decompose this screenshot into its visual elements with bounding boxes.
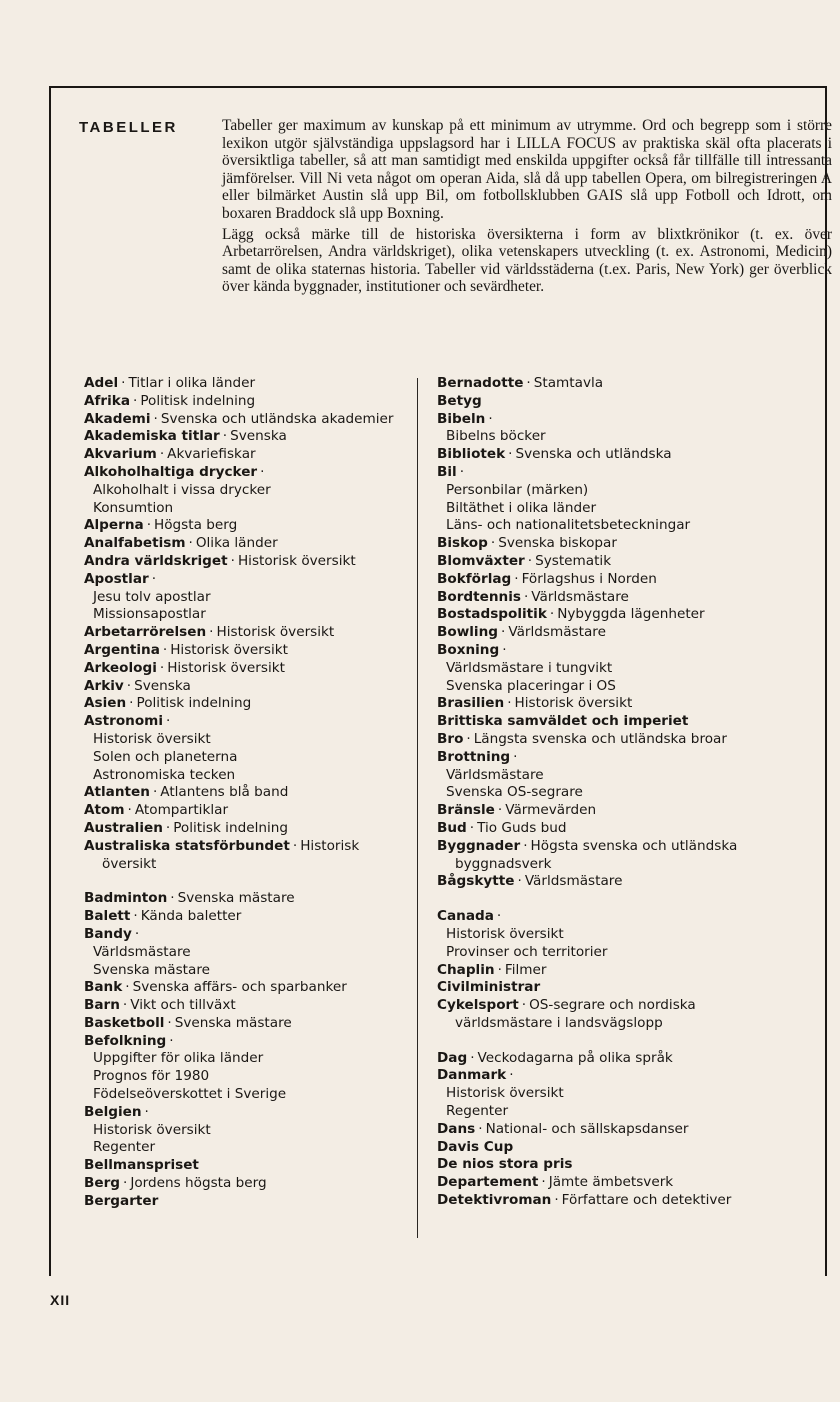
separator-dot: · (459, 463, 465, 480)
separator-dot: · (488, 410, 493, 427)
index-entry (84, 1033, 404, 1051)
separator-dot: · (144, 1103, 149, 1120)
separator-dot: · (513, 748, 518, 765)
index-description: Svenska (134, 677, 191, 694)
index-description: Svenska mästare (174, 1014, 292, 1031)
index-term: Boxning (437, 641, 500, 658)
separator-dot: · (122, 997, 128, 1014)
index-entry (437, 464, 757, 482)
index-description: Svenska biskopar (498, 535, 617, 552)
index-entry (84, 997, 404, 1015)
separator-dot: · (209, 624, 214, 641)
separator-dot: · (188, 535, 193, 552)
index-entry (84, 1104, 404, 1122)
separator-dot: · (497, 961, 502, 978)
index-term: Badminton (84, 890, 168, 907)
index-entry (437, 1192, 757, 1210)
index-entry (437, 411, 757, 429)
separator-dot: · (133, 392, 138, 409)
separator-dot: · (502, 641, 507, 658)
separator-dot: · (129, 695, 134, 712)
index-entry (437, 997, 757, 1033)
index-term: Blomväxter (437, 552, 525, 569)
index-entry (84, 375, 404, 393)
index-subentry: Personbilar (märken) (446, 481, 589, 498)
section-heading: TABELLER (79, 119, 178, 136)
separator-dot: · (521, 997, 527, 1014)
index-entry (84, 926, 404, 944)
index-entry (84, 1015, 404, 1033)
index-entry (437, 393, 757, 411)
index-subentry: Världsmästare i tungvikt (446, 659, 613, 676)
separator-dot: · (470, 1049, 475, 1066)
index-subentry: Missionsapostlar (93, 606, 206, 623)
index-description: Svenska (230, 428, 287, 445)
index-description: Svenska och utländska akademier (160, 410, 394, 427)
index-subentry: Uppgifter för olika länder (93, 1050, 264, 1067)
separator-dot: · (151, 570, 157, 587)
index-description: Politisk indelning (173, 819, 288, 836)
index-entry (437, 1156, 757, 1174)
index-entry (437, 446, 757, 464)
index-term: Bro (437, 730, 464, 747)
index-description: Atompartiklar (134, 802, 229, 819)
index-subentry: Historisk översikt (93, 1121, 211, 1138)
index-description: Historisk översikt (102, 837, 360, 872)
index-description: Tio Guds bud (477, 819, 567, 836)
group-gap (437, 1033, 757, 1050)
index-entry (84, 802, 404, 820)
index-entry (84, 624, 404, 642)
index-term: Brottning (437, 748, 511, 765)
index-description: National- och sällskapsdanser (485, 1120, 689, 1137)
index-subentry: Svenska placeringar i OS (446, 677, 616, 694)
index-term: Befolkning (84, 1032, 167, 1049)
index-term: Bordtennis (437, 588, 521, 605)
index-description: Kända baletter (140, 908, 242, 925)
index-entry (437, 962, 757, 980)
index-term: Basketboll (84, 1014, 165, 1031)
index-entry (84, 784, 404, 802)
index-term: Davis Cup (437, 1138, 514, 1155)
group-gap (84, 873, 404, 890)
index-term: Civilministrar (437, 979, 541, 996)
separator-dot: · (165, 819, 171, 836)
index-term: Bergarter (84, 1192, 159, 1209)
index-term: Astronomi (84, 713, 163, 730)
index-entry (437, 1050, 757, 1068)
index-description: Författare och detektiver (561, 1192, 732, 1209)
index-entry (84, 1157, 404, 1175)
index-entry (84, 1193, 404, 1211)
index-description: Historisk översikt (237, 552, 356, 569)
separator-dot: · (541, 1174, 546, 1191)
index-entry (84, 553, 404, 571)
index-description: Stamtavla (533, 375, 604, 391)
index-term: Apostlar (84, 570, 149, 587)
index-description: Politisk indelning (136, 695, 252, 712)
index-subentry: Historisk översikt (446, 1085, 564, 1102)
separator-dot: · (490, 535, 496, 552)
index-entry (84, 517, 404, 535)
index-term: Byggnader (437, 837, 521, 854)
index-term: Analfabetism (84, 535, 186, 552)
index-description: Nybyggda lägenheter (557, 606, 705, 623)
separator-dot: · (549, 606, 555, 623)
separator-dot: · (527, 552, 533, 569)
group-gap (437, 891, 757, 908)
index-entry (84, 979, 404, 997)
index-entry (84, 393, 404, 411)
index-term: Brittiska samväldet och imperiet (437, 713, 689, 730)
index-entry (437, 908, 757, 926)
index-term: Brasilien (437, 695, 505, 712)
index-subentry: Konsumtion (93, 499, 174, 516)
index-description: Världsmästare (508, 624, 606, 641)
index-subentry: Historisk översikt (446, 925, 564, 942)
index-term: Akademiska titlar (84, 428, 220, 445)
separator-dot: · (133, 908, 138, 925)
index-description: Veckodagarna på olika språk (477, 1049, 673, 1066)
separator-dot: · (162, 641, 168, 658)
index-term: Atlanten (84, 784, 150, 801)
index-entry (437, 695, 757, 713)
index-description: Världsmästare (524, 873, 623, 890)
index-subentry: Världsmästare (93, 943, 191, 960)
separator-dot: · (554, 1192, 559, 1209)
index-description: OS-segrare och nordiska världsmästare i landsvägslopp (455, 997, 696, 1031)
index-entry (84, 695, 404, 713)
separator-dot: · (526, 375, 531, 391)
separator-dot: · (260, 463, 265, 480)
index-term: Cykelsport (437, 997, 519, 1014)
index-subentry: Regenter (93, 1139, 156, 1156)
index-description: Titlar i olika länder (128, 375, 256, 391)
separator-dot: · (517, 873, 522, 890)
index-subentry: Svenska mästare (93, 961, 210, 978)
index-description: Svenska affärs- och sparbanker (132, 979, 347, 996)
separator-dot: · (126, 677, 132, 694)
index-description: Politisk indelning (140, 392, 256, 409)
index-term: Arkiv (84, 677, 124, 694)
index-term: Bernadotte (437, 375, 524, 391)
index-description: Filmer (504, 961, 547, 978)
index-description: Jämte ämbetsverk (548, 1174, 674, 1191)
index-entry (84, 1175, 404, 1193)
index-term: Danmark (437, 1067, 507, 1084)
index-description: Högsta svenska och utländska byggnadsverk (455, 837, 738, 872)
index-entry (84, 571, 404, 589)
separator-dot: · (166, 713, 171, 730)
separator-dot: · (466, 730, 471, 747)
separator-dot: · (222, 428, 228, 445)
column-divider (417, 378, 418, 1238)
index-term: Bank (84, 979, 123, 996)
index-term: Bränsle (437, 802, 495, 819)
index-subentry: Biltäthet i olika länder (446, 499, 597, 516)
index-term: Detektivroman (437, 1192, 552, 1209)
index-description: Jordens högsta berg (130, 1175, 267, 1192)
index-term: Asien (84, 695, 127, 712)
separator-dot: · (123, 1175, 128, 1192)
separator-dot: · (153, 410, 158, 427)
index-term: Bokförlag (437, 570, 512, 587)
index-term: Bellmanspriset (84, 1157, 199, 1174)
index-description: Olika länder (195, 535, 278, 552)
index-term: Chaplin (437, 961, 495, 978)
index-entry (437, 1139, 757, 1157)
index-entry (437, 838, 757, 874)
index-subentry: Jesu tolv apostlar (93, 588, 211, 605)
index-subentry: Provinser och territorier (446, 943, 608, 960)
index-term: Andra världskriget (84, 552, 228, 569)
index-entry (437, 1174, 757, 1192)
index-term: Alkoholhaltiga drycker (84, 463, 258, 480)
index-entry (437, 713, 757, 731)
index-term: Bud (437, 819, 467, 836)
index-entry (84, 642, 404, 660)
index-entry (437, 589, 757, 607)
index-term: Canada (437, 908, 494, 925)
index-entry (84, 428, 404, 446)
index-term: Arkeologi (84, 659, 157, 676)
separator-dot: · (125, 979, 130, 996)
index-term: Bibliotek (437, 446, 506, 463)
index-entry (437, 606, 757, 624)
index-entry (84, 535, 404, 553)
index-term: Alperna (84, 517, 144, 534)
index-description: Vikt och tillväxt (130, 997, 236, 1014)
index-entry (84, 890, 404, 908)
index-entry (437, 731, 757, 749)
index-description: Svenska mästare (177, 890, 295, 907)
index-subentry: Astronomiska tecken (93, 766, 236, 783)
separator-dot: · (127, 802, 132, 819)
separator-dot: · (169, 1032, 174, 1049)
index-entry (84, 464, 404, 482)
index-subentry: Födelseöverskottet i Sverige (93, 1086, 287, 1103)
index-description: Systematik (535, 552, 612, 569)
index-subentry: Världsmästare (446, 766, 544, 783)
intro-text (222, 117, 832, 296)
separator-dot: · (523, 837, 528, 854)
index-term: Departement (437, 1174, 539, 1191)
index-term: Argentina (84, 641, 160, 658)
index-subentry: Svenska OS-segrare (446, 784, 583, 801)
index-description: Värmevärden (505, 802, 597, 819)
index-description: Världsmästare (531, 588, 629, 605)
index-description: Atlantens blå band (160, 784, 289, 801)
index-term: Akademi (84, 410, 151, 427)
index-entry (437, 873, 757, 891)
index-term: Belgien (84, 1103, 142, 1120)
index-column-left (84, 375, 404, 1211)
separator-dot: · (292, 837, 298, 854)
separator-dot: · (134, 925, 140, 942)
index-description: Akvariefiskar (167, 446, 256, 463)
index-term: De nios stora pris (437, 1156, 573, 1173)
separator-dot: · (509, 1067, 514, 1084)
index-subentry: Alkoholhalt i vissa drycker (93, 481, 271, 498)
index-entry (437, 1067, 757, 1085)
index-description: Längsta svenska och utländska broar (473, 730, 727, 747)
index-term: Dag (437, 1049, 468, 1066)
index-entry (84, 713, 404, 731)
index-term: Biskop (437, 535, 488, 552)
index-subentry: Regenter (446, 1103, 509, 1120)
index-entry (437, 642, 757, 660)
separator-dot: · (508, 446, 513, 463)
index-term: Australiska statsförbundet (84, 837, 290, 854)
separator-dot: · (497, 802, 503, 819)
index-description: Högsta berg (154, 517, 238, 534)
separator-dot: · (146, 517, 152, 534)
index-subentry: Solen och planeterna (93, 748, 238, 765)
index-column-right (437, 375, 757, 1210)
index-entry (437, 553, 757, 571)
index-term: Bandy (84, 925, 132, 942)
index-term: Bil (437, 463, 457, 480)
index-entry (84, 411, 404, 429)
index-entry (437, 624, 757, 642)
index-term: Berg (84, 1175, 121, 1192)
index-term: Australien (84, 819, 163, 836)
index-entry (437, 571, 757, 589)
index-term: Bowling (437, 624, 498, 641)
index-description: Svenska och utländska (515, 446, 672, 463)
index-entry (437, 375, 757, 393)
index-subentry: Historisk översikt (93, 730, 211, 747)
intro-paragraph-2: Lägg också märke till de historiska översikterna i form av blixtkrönikor (t. ex. över Arbetarrörelsen, Andra världskriget), olika vetenskapers utveckling (t. ex. Astronomi, Medicin) samt de olika staternas historia. Tabeller vid världsstäderna (t.ex. Paris, New York) ger överblick över kända byggnader, institutioner och sevärdheter. (222, 225, 832, 296)
index-entry (437, 749, 757, 767)
separator-dot: · (159, 659, 165, 676)
index-description: Historisk översikt (170, 641, 288, 658)
separator-dot: · (514, 570, 519, 587)
index-subentry: Prognos för 1980 (93, 1068, 210, 1085)
index-description: Förlagshus i Norden (521, 570, 657, 587)
separator-dot: · (523, 588, 529, 605)
separator-dot: · (170, 890, 175, 907)
separator-dot: · (501, 624, 506, 641)
index-entry (84, 820, 404, 838)
index-entry (437, 979, 757, 997)
index-entry (437, 1121, 757, 1139)
index-term: Arbetarrörelsen (84, 624, 207, 641)
index-entry (84, 838, 404, 874)
page-number: XII (50, 1292, 71, 1308)
index-description: Historisk översikt (514, 695, 633, 712)
index-term: Bågskytte (437, 873, 515, 890)
index-entry (437, 820, 757, 838)
separator-dot: · (507, 695, 512, 712)
index-entry (84, 446, 404, 464)
index-description: Historisk översikt (167, 659, 285, 676)
index-term: Bostadspolitik (437, 606, 547, 623)
index-term: Barn (84, 997, 120, 1014)
separator-dot: · (152, 784, 158, 801)
index-term: Betyg (437, 392, 482, 409)
index-entry (84, 908, 404, 926)
index-description: Historisk översikt (216, 624, 335, 641)
index-term: Dans (437, 1120, 476, 1137)
separator-dot: · (478, 1120, 483, 1137)
index-term: Bibeln (437, 410, 486, 427)
index-entry (84, 660, 404, 678)
separator-dot: · (121, 375, 126, 391)
index-term: Afrika (84, 392, 131, 409)
index-term: Balett (84, 908, 131, 925)
index-term: Adel (84, 375, 119, 391)
index-entry (437, 535, 757, 553)
separator-dot: · (469, 819, 475, 836)
index-term: Akvarium (84, 446, 157, 463)
separator-dot: · (230, 552, 235, 569)
intro-paragraph-1: Tabeller ger maximum av kunskap på ett minimum av utrymme. Ord och begrepp som i större lexikon utgör självständiga uppslagsord har i LILLA FOCUS av praktiska skäl ofta placerats i översiktliga tabeller, så att man samtidigt med enskilda uppgifter också får tillfälle till intressanta jämförelser. Vill Ni veta något om operan Aida, slå då upp tabellen Opera, om bilregistreringen A eller bilmärket Austin slå upp Bil, om fotbollsklubben GAIS slå upp Fotboll och Idrott, om boxaren Braddock slå upp Boxning. (222, 117, 832, 222)
separator-dot: · (496, 908, 502, 925)
index-subentry: Bibelns böcker (446, 428, 546, 445)
index-entry (437, 802, 757, 820)
index-entry (84, 678, 404, 696)
separator-dot: · (167, 1014, 172, 1031)
index-subentry: Läns- och nationalitetsbeteckningar (446, 517, 691, 534)
index-term: Atom (84, 802, 125, 819)
separator-dot: · (159, 446, 165, 463)
